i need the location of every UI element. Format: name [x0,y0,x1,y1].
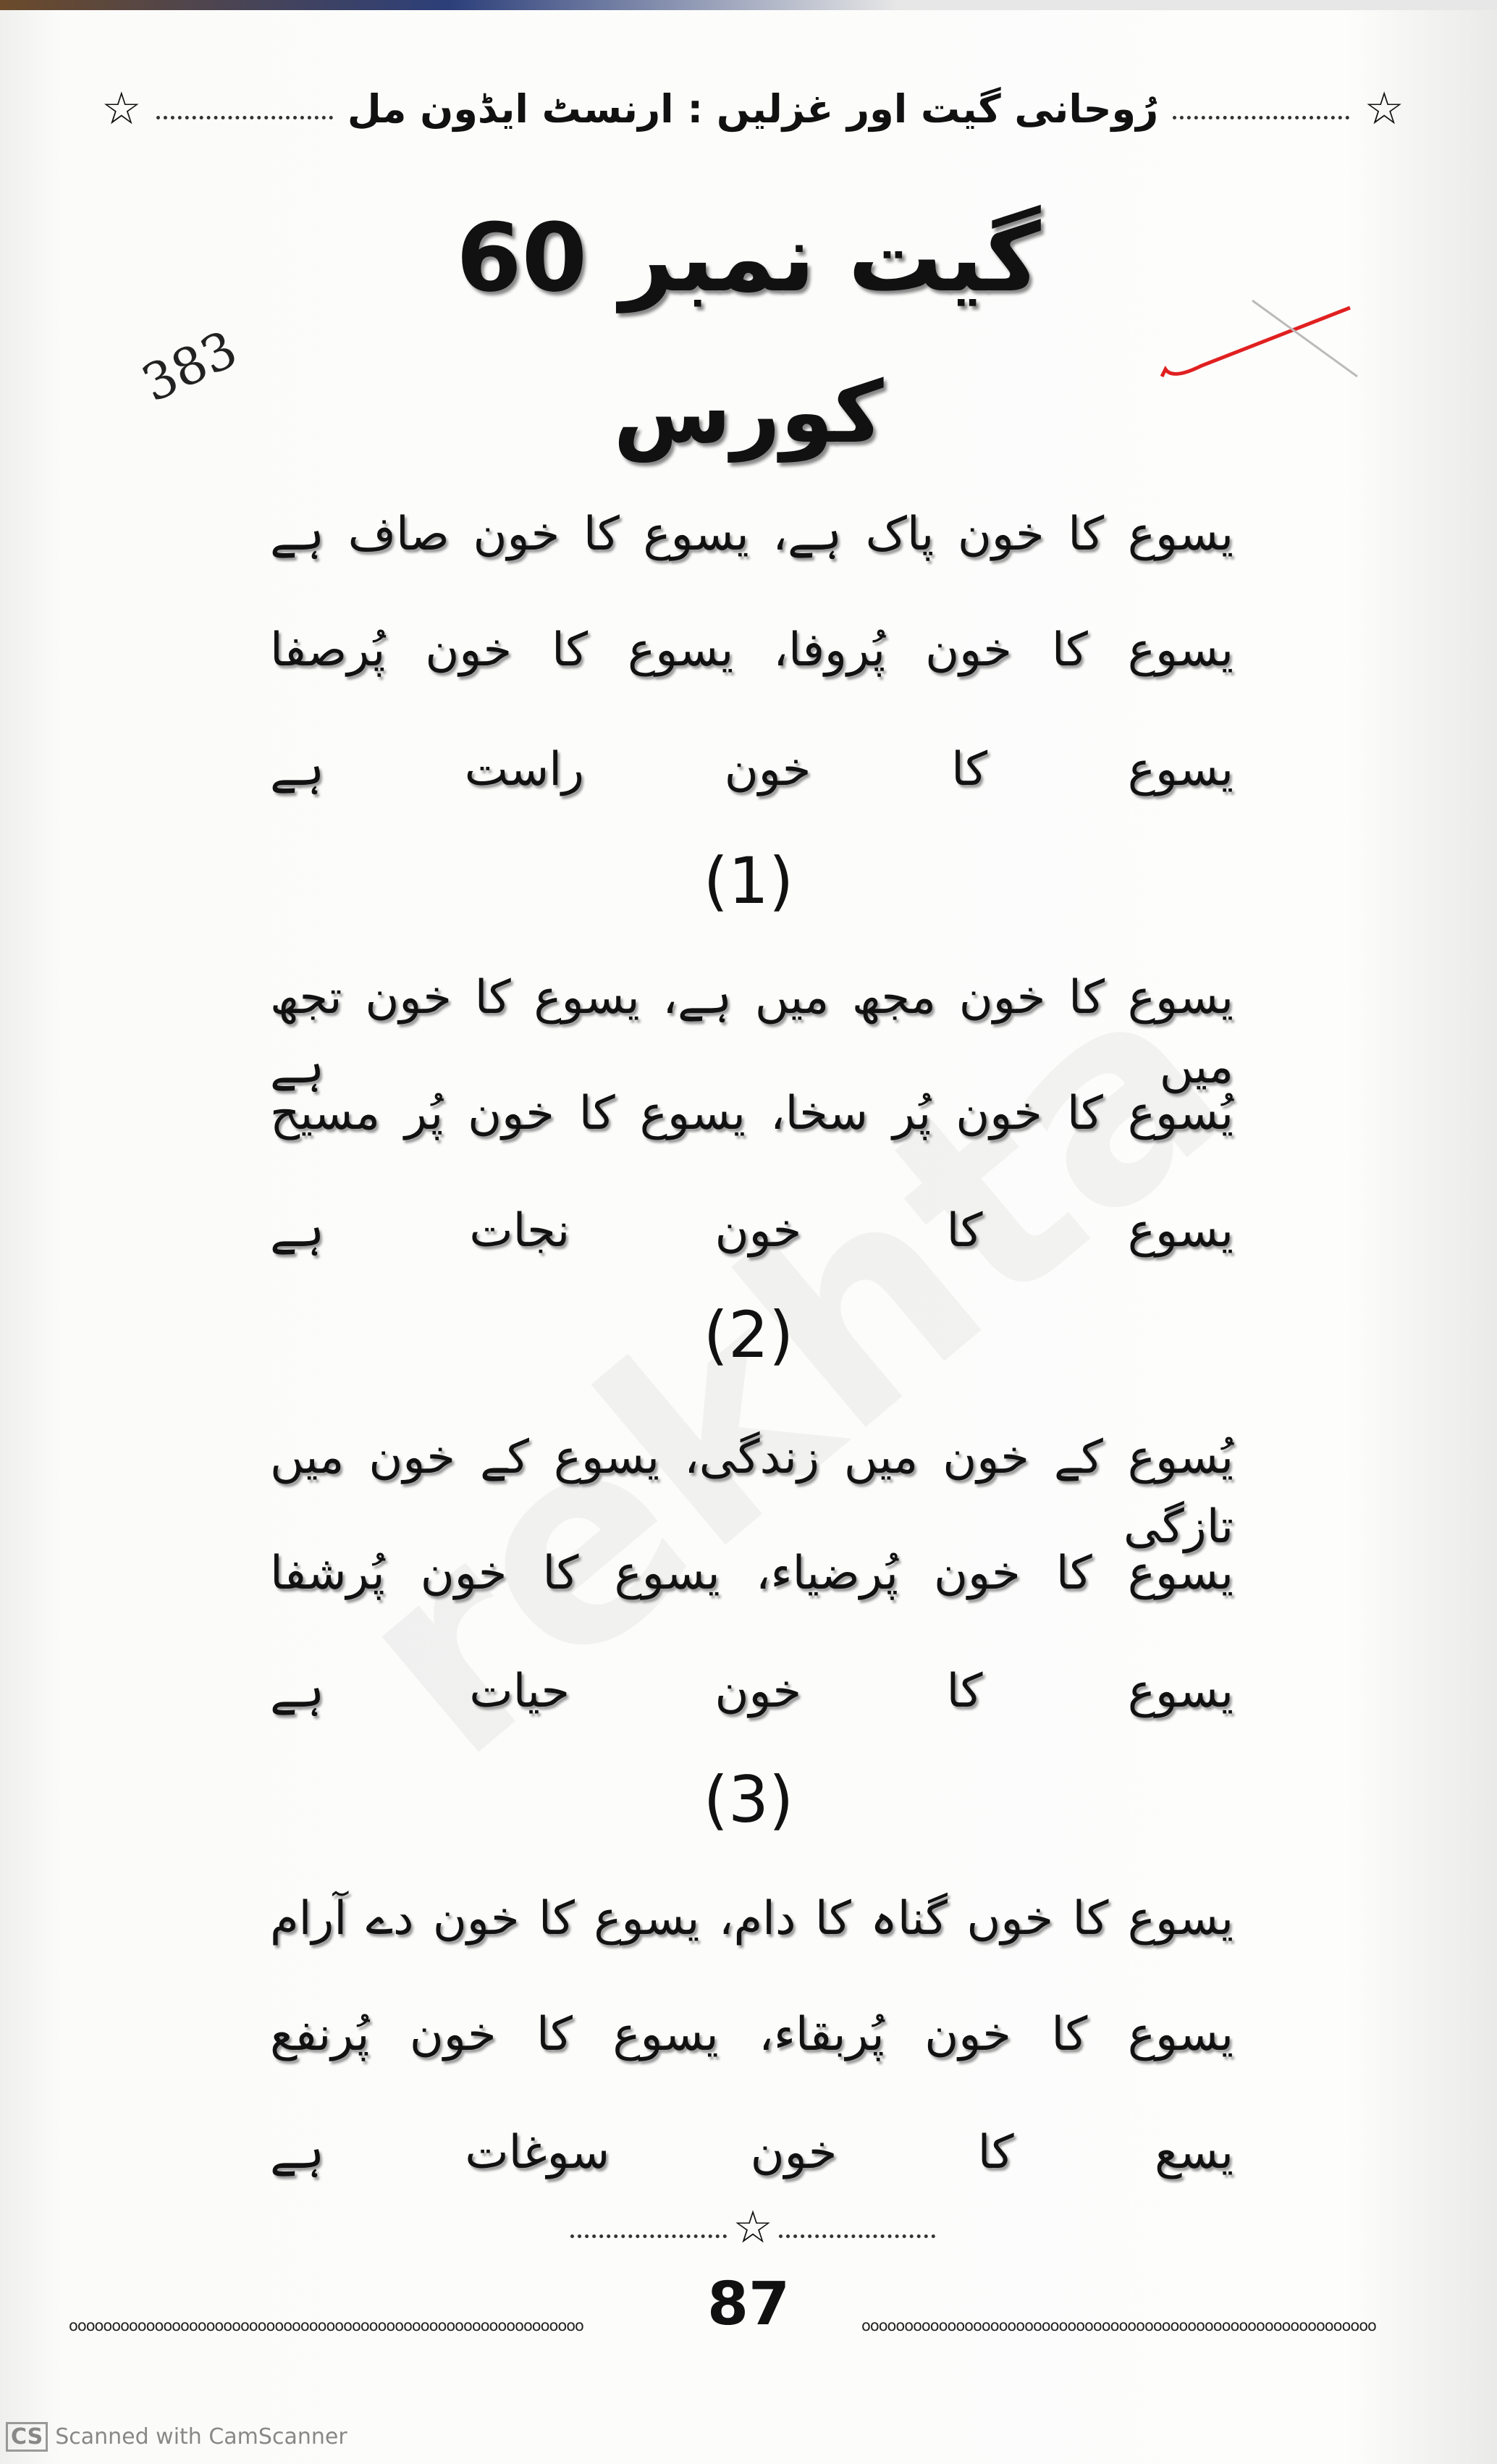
verse-line: یسوع کا خون مجھ میں ہے، یسوع کا خون تجھ میں ہے [270,971,1234,1094]
verse-line: یسوع کا خوں گناہ کا دام، یسوع کا خون دے آرام [270,1892,1234,1946]
camscanner-logo: CS [6,2422,48,2452]
page-edge [0,0,1497,10]
pen-mark [1158,297,1361,384]
verse-line: یُسوع کا خون پُر سخا، یسوع کا خون پُر مسیح [270,1087,1234,1140]
star-icon: ☆ [101,82,142,135]
dotted-leader [779,2234,935,2238]
verse-line: یسوع کا خون حیات ہے [270,1665,1234,1718]
chorus-heading: کورس [613,362,884,462]
song-title: گیت نمبر 60 [456,203,1041,313]
handwritten-note: 383 [132,319,246,414]
end-ornament [565,2200,941,2253]
stanza-number: (3) [703,1762,794,1837]
dotted-leader [156,116,333,119]
footer-ornament-left: oooooooooooooooooooooooooooooooooooooooooooooooooooooooooooo [69,2317,583,2334]
scanner-text: Scanned with CamScanner [55,2424,347,2450]
footer-ornament-right: oooooooooooooooooooooooooooooooooooooooooooooooooooooooooooo [861,2317,1376,2334]
verse-line: یسوع کا خون پُروفا، یسوع کا خون پُرصفا [270,623,1234,677]
verse-line: یسوع کا خون پُرضیاء، یسوع کا خون پُرشفا [270,1547,1234,1600]
scanner-watermark [6,2422,347,2452]
star-icon: ☆ [733,2200,773,2253]
star-icon: ☆ [1364,82,1404,135]
verse-line: یسع کا خون سوغات ہے [270,2126,1234,2179]
verse-line: یسوع کا خون راست ہے [270,743,1234,796]
dotted-leader [1173,116,1349,119]
header-title: رُوحانی گیت اور غزلیں : ارنسٹ ایڈون مل [347,85,1159,132]
verse-line: یُسوع کے خون میں زندگی، یسوع کے خون میں تازگی [270,1431,1234,1554]
stanza-number: (2) [703,1298,794,1372]
verse-line: یسوع کا خون پُربقاء، یسوع کا خون پُرنفع [270,2008,1234,2061]
verse-line: یسوع کا خون نجات ہے [270,1204,1234,1258]
dotted-leader [570,2234,727,2238]
running-header [101,80,1404,138]
stanza-number: (1) [703,844,794,918]
page-number: 87 [707,2270,790,2339]
verse-line: یسوع کا خون پاک ہے، یسوع کا خون صاف ہے [270,508,1234,561]
